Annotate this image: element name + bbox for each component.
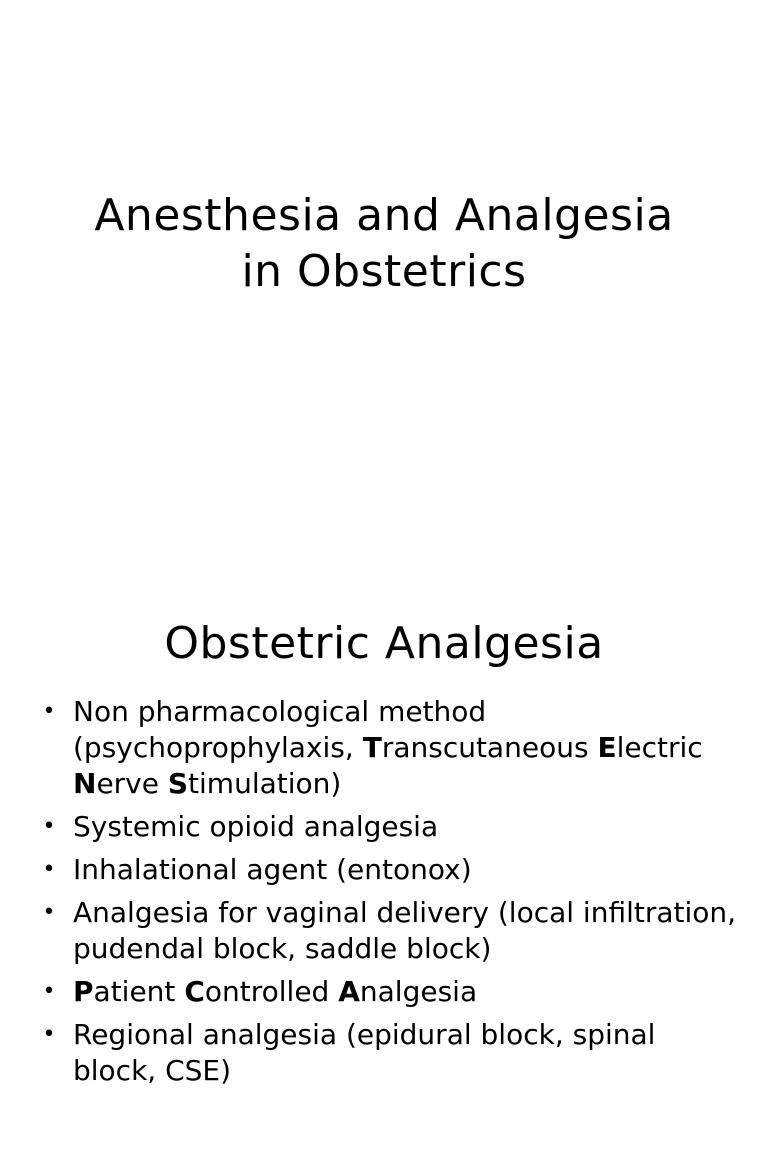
bullet-text [73, 975, 477, 1008]
bullet-text-run: lectric [616, 731, 703, 764]
bullet-text [73, 1018, 655, 1087]
bullet-text-run: Analgesia for vaginal delivery (local infiltration, pudendal block, saddle block) [73, 896, 737, 965]
bullet-item [42, 895, 742, 967]
bullet-item [42, 694, 742, 802]
bullet-text-bold-run: T [362, 731, 382, 764]
bullet-text-run: ranscutaneous [381, 731, 598, 764]
bullet-text [73, 853, 472, 886]
slide-1-title [40, 188, 728, 300]
slide-2-title: Obstetric Analgesia [164, 618, 604, 669]
bullet-dot-icon: • [42, 1022, 56, 1047]
bullet-text [73, 810, 438, 843]
bullet-text-bold-run: N [73, 767, 97, 800]
bullet-item [42, 974, 742, 1010]
slide-1-title-line-1: Anesthesia and Analgesia [94, 190, 674, 241]
bullet-text-run: Non pharmacological method (psychoprophylaxis, [73, 695, 487, 764]
bullet-item [42, 852, 742, 888]
bullet-text-bold-run: A [338, 975, 360, 1008]
bullet-text-run: Inhalational agent (entonox) [73, 853, 472, 886]
bullet-text [73, 896, 736, 965]
bullet-dot-icon: • [42, 979, 56, 1004]
slide-1-title-line-2: in Obstetrics [241, 246, 527, 297]
bullet-item [42, 809, 742, 845]
bullet-text-run: Systemic opioid analgesia [73, 810, 439, 843]
bullet-dot-icon: • [42, 814, 56, 839]
bullet-text [73, 695, 703, 800]
slide-2 [0, 576, 768, 1152]
bullet-text-bold-run: E [597, 731, 617, 764]
bullet-text-run: ontrolled [204, 975, 339, 1008]
bullet-text-run: erve [96, 767, 168, 800]
bullet-dot-icon: • [42, 900, 56, 925]
bullet-dot-icon: • [42, 857, 56, 882]
bullet-text-bold-run: S [167, 767, 189, 800]
bullet-list [42, 694, 742, 1096]
bullet-text-run: atient [93, 975, 185, 1008]
bullet-text-bold-run: P [73, 975, 94, 1008]
bullet-text-run: nalgesia [359, 975, 478, 1008]
bullet-item [42, 1017, 742, 1089]
bullet-text-run: timulation) [188, 767, 342, 800]
bullet-dot-icon: • [42, 699, 56, 724]
bullet-text-run: Regional analgesia (epidural block, spinal block, CSE) [73, 1018, 656, 1087]
bullet-text-bold-run: C [184, 975, 205, 1008]
